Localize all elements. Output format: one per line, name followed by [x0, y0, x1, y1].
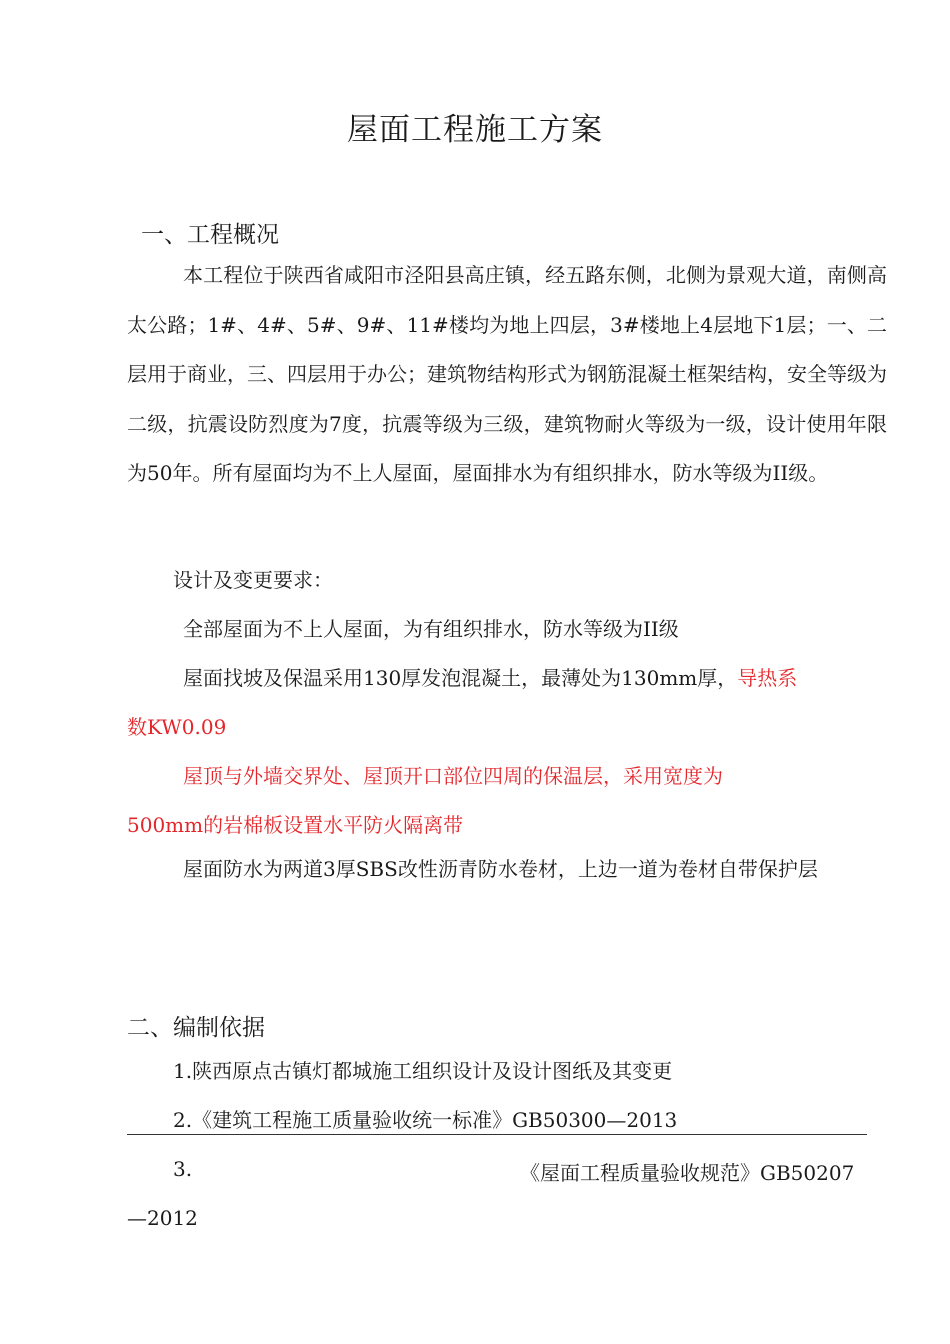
- basis-item-3-continuation: —2012: [127, 1206, 198, 1230]
- section-heading-overview: 一、工程概况: [141, 222, 279, 248]
- requirements-label: 设计及变更要求：: [173, 568, 333, 592]
- section-heading-basis: 二、编制依据: [127, 1015, 265, 1041]
- overview-paragraph: 本工程位于陕西省咸阳市泾阳县高庄镇，经五路东侧，北侧为景观大道，南侧高太公路；1#、4#、5#、9#、11#楼均为地上四层，3#楼地上4层地下1层；一、二层用于商业，三、四层用于办公；建筑物结构形式为钢筋混凝土框架结构，安全等级为二级，抗震设防烈度为7度，抗震等级为三级，建筑物耐火等级为一级，设计使用年限为50年。所有屋面均为不上人屋面，屋面排水为有组织排水，防水等级为II级。: [127, 263, 887, 485]
- basis-item-3-text: 《屋面工程质量验收规范》GB50207: [520, 1161, 855, 1185]
- basis-item-3-number: 3.: [173, 1157, 193, 1181]
- requirement-item-2-continuation: 数KW0.09: [127, 715, 227, 739]
- horizontal-divider: [127, 1134, 867, 1135]
- basis-item-2: 2.《建筑工程施工质量验收统一标准》GB50300—2013: [173, 1108, 678, 1132]
- requirement-item-4: 屋面防水为两道3厚SBS改性沥青防水卷材，上边一道为卷材自带保护层: [183, 857, 818, 881]
- requirement-item-2: [183, 662, 797, 691]
- requirement-item-3-line-1: 屋顶与外墙交界处、屋顶开口部位四周的保温层，采用宽度为: [183, 764, 723, 788]
- basis-item-1: 1.陕西原点古镇灯都城施工组织设计及设计图纸及其变更: [173, 1059, 673, 1083]
- requirement-item-2-text: 屋面找坡及保温采用130厚发泡混凝土，最薄处为130mm厚，: [183, 666, 738, 690]
- document-title: 屋面工程施工方案: [347, 112, 603, 148]
- requirement-item-1: 全部屋面为不上人屋面，为有组织排水，防水等级为II级: [183, 617, 679, 641]
- requirement-item-3-line-2: 500mm的岩棉板设置水平防火隔离带: [127, 813, 464, 837]
- requirement-item-2-highlight: 导热系: [737, 666, 798, 690]
